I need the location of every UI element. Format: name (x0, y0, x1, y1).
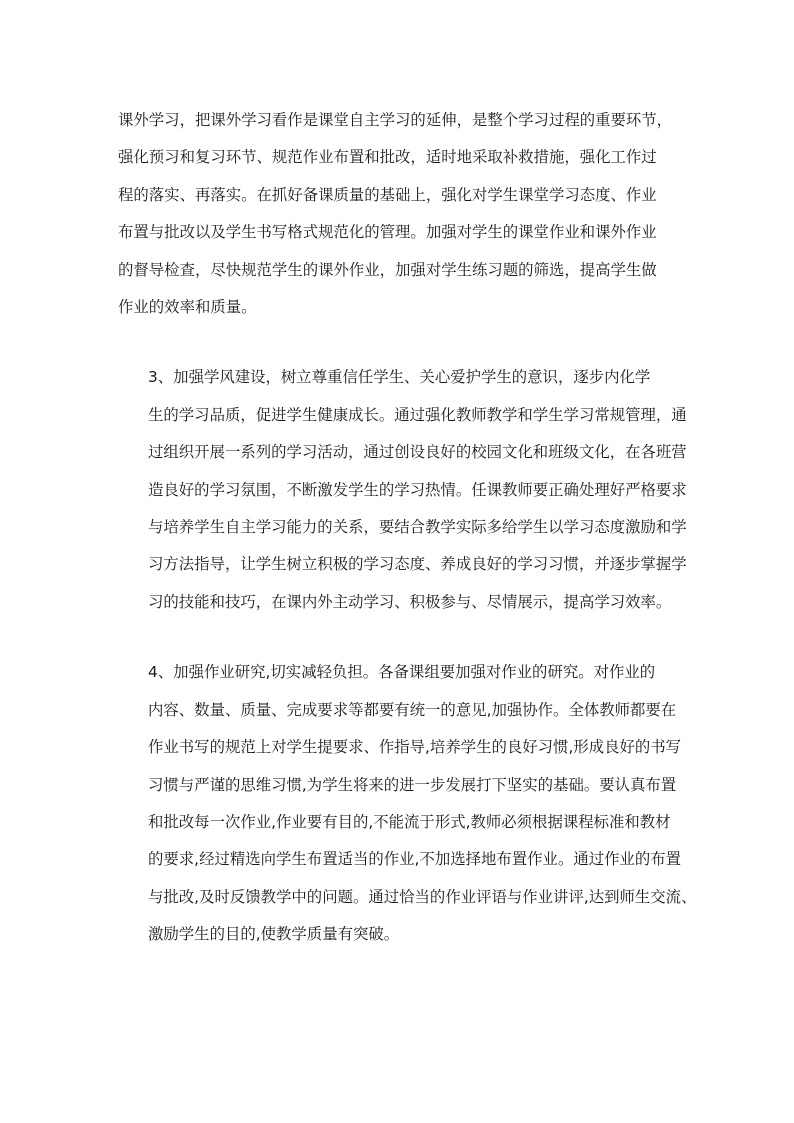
text-line: 的要求,经过精选向学生布置适当的作业,不加选择地布置作业。通过作业的布置 (148, 850, 682, 869)
text-line: 与批改,及时反馈教学中的问题。通过恰当的作业评语与作业讲评,达到师生交流、 (148, 887, 697, 906)
text-line: 习方法指导，让学生树立积极的学习态度、养成良好的学习习惯，并逐步掌握学 (148, 555, 687, 574)
text-line: 4、加强作业研究,切实减轻负担。各备课组要加强对作业的研究。对作业的 (148, 663, 656, 682)
text-line: 作业书写的规范上对学生提要求、作指导,培养学生的良好习惯,形成良好的书写 (148, 738, 682, 757)
text-line: 内容、数量、质量、完成要求等都要有统一的意见,加强协作。全体教师都要在 (148, 700, 677, 719)
text-line: 强化预习和复习环节、规范作业布置和批改，适时地采取补救措施，强化工作过 (118, 148, 657, 167)
paragraph-study-style (118, 359, 687, 621)
paragraph-homework-management (118, 102, 678, 326)
text-line: 习的技能和技巧，在课内外主动学习、积极参与、尽情展示，提高学习效率。 (148, 592, 672, 611)
text-line: 程的落实、再落实。在抓好备课质量的基础上，强化对学生课堂学习态度、作业 (118, 185, 657, 204)
paragraph-homework-research (118, 654, 697, 953)
document-page (118, 102, 697, 954)
text-line: 过组织开展一系列的学习活动，通过创设良好的校园文化和班级文化，在各班营 (148, 443, 687, 462)
text-line: 作业的效率和质量。 (118, 298, 257, 317)
text-line: 课外学习，把课外学习看作是课堂自主学习的延伸，是整个学习过程的重要环节， (118, 111, 673, 129)
text-line: 造良好的学习氛围，不断激发学生的学习热情。任课教师要正确处理好严格要求 (148, 480, 687, 499)
text-line: 3、加强学风建设，树立尊重信任学生、关心爱护学生的意识，逐步内化学 (148, 368, 651, 387)
text-line: 布置与批改以及学生书写格式规范化的管理。加强对学生的课堂作业和课外作业 (118, 223, 657, 242)
text-line: 的督导检查，尽快规范学生的课外作业，加强对学生练习题的筛选，提高学生做 (118, 260, 657, 279)
text-line: 与培养学生自主学习能力的关系，要结合教学实际多给学生以学习态度激励和学 (148, 518, 687, 537)
text-line: 生的学习品质，促进学生健康成长。通过强化教师教学和学生学习常规管理，通 (148, 405, 687, 424)
text-line: 和批改每一次作业,作业要有目的,不能流于形式,教师必须根据课程标准和教材 (148, 812, 671, 831)
text-line: 激励学生的目的,使教学质量有突破。 (148, 925, 400, 944)
text-line: 习惯与严谨的思维习惯,为学生将来的进一步发展打下坚实的基础。要认真布置 (148, 775, 677, 794)
